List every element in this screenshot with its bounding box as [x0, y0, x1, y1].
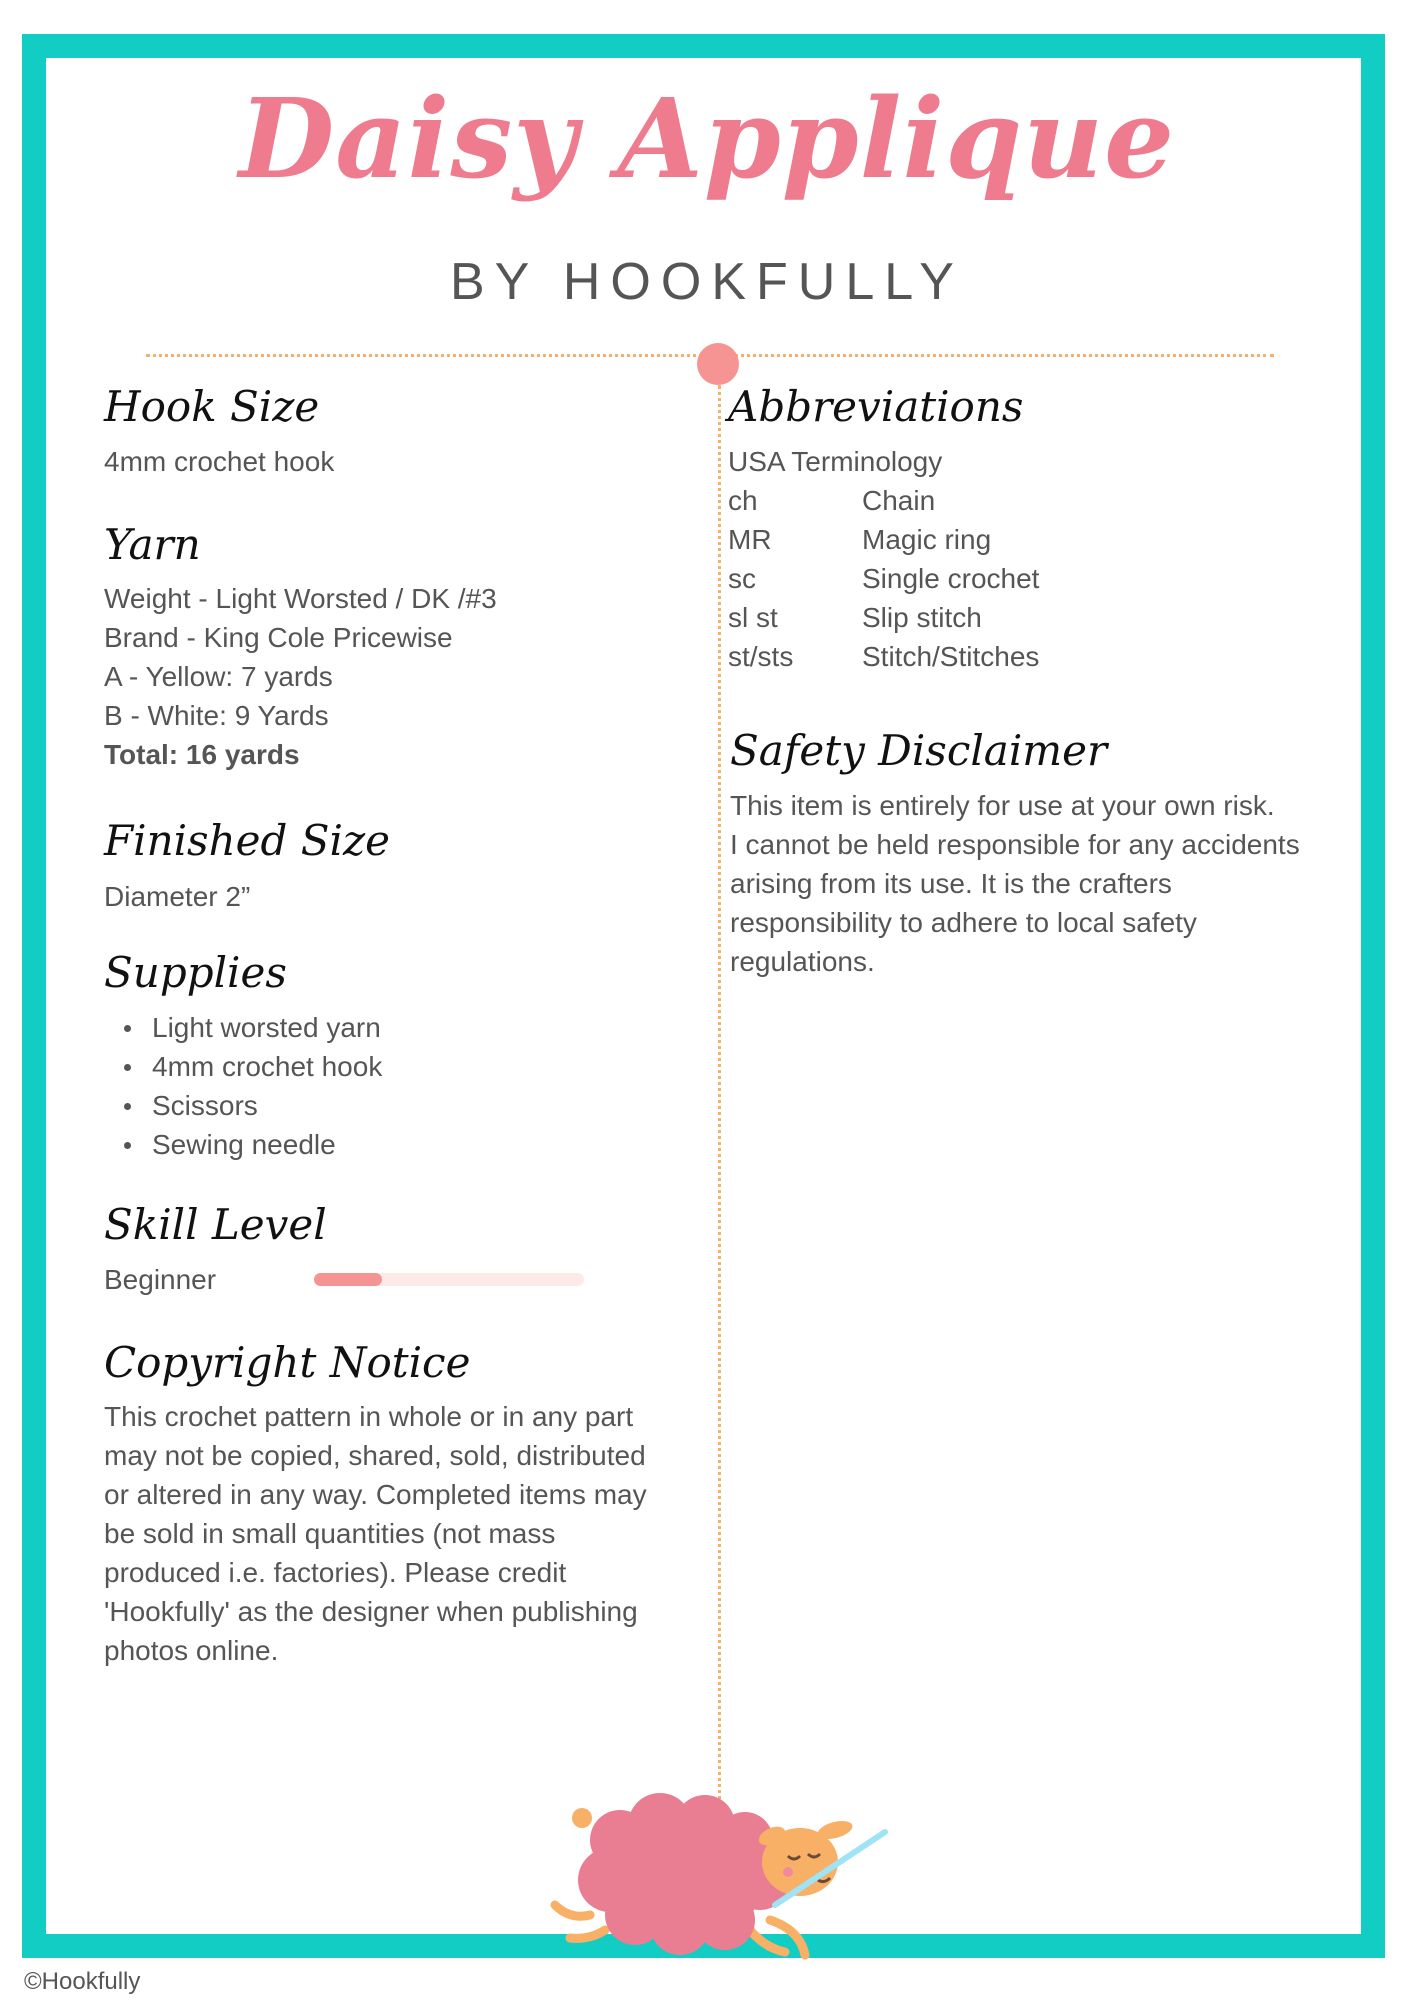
sheep-crochet-icon: [550, 1780, 930, 1960]
yarn-details: [104, 579, 497, 774]
list-item: 4mm crochet hook: [104, 1047, 382, 1086]
skill-level-text: Beginner: [104, 1264, 217, 1295]
finished-size-value: [104, 877, 250, 916]
safety-line: responsibility to adhere to local safety: [730, 907, 1197, 938]
hook-size-heading: Hook Size: [104, 382, 320, 431]
abbreviation-row: [728, 598, 1039, 637]
footer-copyright: ©Hookfully: [24, 1968, 141, 1995]
safety-line: regulations.: [730, 946, 875, 977]
copyright-line: be sold in small quantities (not mass: [104, 1518, 556, 1549]
abbreviation-code: ch: [728, 485, 758, 516]
abbreviation-meaning: Stitch/Stitches: [862, 641, 1040, 672]
safety-line: This item is entirely for use at your own risk.: [730, 790, 1275, 821]
yarn-total: Total: 16 yards: [104, 739, 300, 770]
skill-level-bar: [314, 1273, 584, 1286]
hook-size-value: [104, 442, 334, 481]
abbreviation-meaning: Chain: [862, 485, 936, 516]
yarn-brand: Brand - King Cole Pricewise: [104, 622, 453, 653]
copyright-line: This crochet pattern in whole or in any part: [104, 1401, 634, 1432]
vertical-divider: [718, 385, 721, 1825]
copyright-line: produced i.e. factories). Please credit: [104, 1557, 567, 1588]
finished-size-text: Diameter 2”: [104, 881, 251, 912]
page-subtitle: BY HOOKFULLY: [450, 253, 964, 311]
safety-line: arising from its use. It is the crafters: [730, 868, 1172, 899]
safety-line: I cannot be held responsible for any accidents: [730, 829, 1300, 860]
list-item: Light worsted yarn: [104, 1008, 382, 1047]
divider-dot: [697, 343, 739, 385]
copyright-heading: Copyright Notice: [104, 1338, 471, 1387]
supplies-list: [104, 1008, 382, 1164]
yarn-weight: Weight - Light Worsted / DK /#3: [104, 583, 497, 614]
hook-size-text: 4mm crochet hook: [104, 446, 335, 477]
abbreviation-meaning: Slip stitch: [862, 602, 982, 633]
supplies-heading: Supplies: [104, 948, 287, 997]
abbreviation-row: [728, 481, 1039, 520]
list-item: Scissors: [104, 1086, 382, 1125]
abbreviations-heading: Abbreviations: [728, 382, 1024, 431]
list-item: Sewing needle: [104, 1125, 382, 1164]
safety-heading: Safety Disclaimer: [730, 726, 1108, 775]
abbreviation-row: [728, 520, 1039, 559]
yarn-color-b: B - White: 9 Yards: [104, 700, 329, 731]
terminology-label: USA Terminology: [728, 446, 943, 477]
abbreviation-code: sc: [728, 563, 756, 594]
abbreviation-row: [728, 559, 1039, 598]
abbreviations-list: [728, 442, 1039, 676]
copyright-line: may not be copied, shared, sold, distributed: [104, 1440, 646, 1471]
skill-level-fill: [314, 1273, 382, 1286]
copyright-line: or altered in any way. Completed items may: [104, 1479, 647, 1510]
copyright-line: 'Hookfully' as the designer when publishing: [104, 1596, 638, 1627]
abbreviation-code: sl st: [728, 602, 778, 633]
abbreviation-code: MR: [728, 524, 772, 555]
abbreviation-row: [728, 637, 1039, 676]
finished-size-heading: Finished Size: [104, 816, 390, 865]
yarn-color-a: A - Yellow: 7 yards: [104, 661, 333, 692]
page-title: Daisy Applique: [238, 74, 1176, 203]
yarn-heading: Yarn: [104, 520, 201, 569]
abbreviation-meaning: Magic ring: [862, 524, 992, 555]
abbreviation-meaning: Single crochet: [862, 563, 1040, 594]
skill-level-heading: Skill Level: [104, 1200, 327, 1249]
copyright-line: photos online.: [104, 1635, 279, 1666]
safety-text: [730, 786, 1300, 981]
copyright-text: [104, 1397, 647, 1670]
abbreviation-code: st/sts: [728, 641, 794, 672]
skill-level-value: [104, 1260, 216, 1299]
